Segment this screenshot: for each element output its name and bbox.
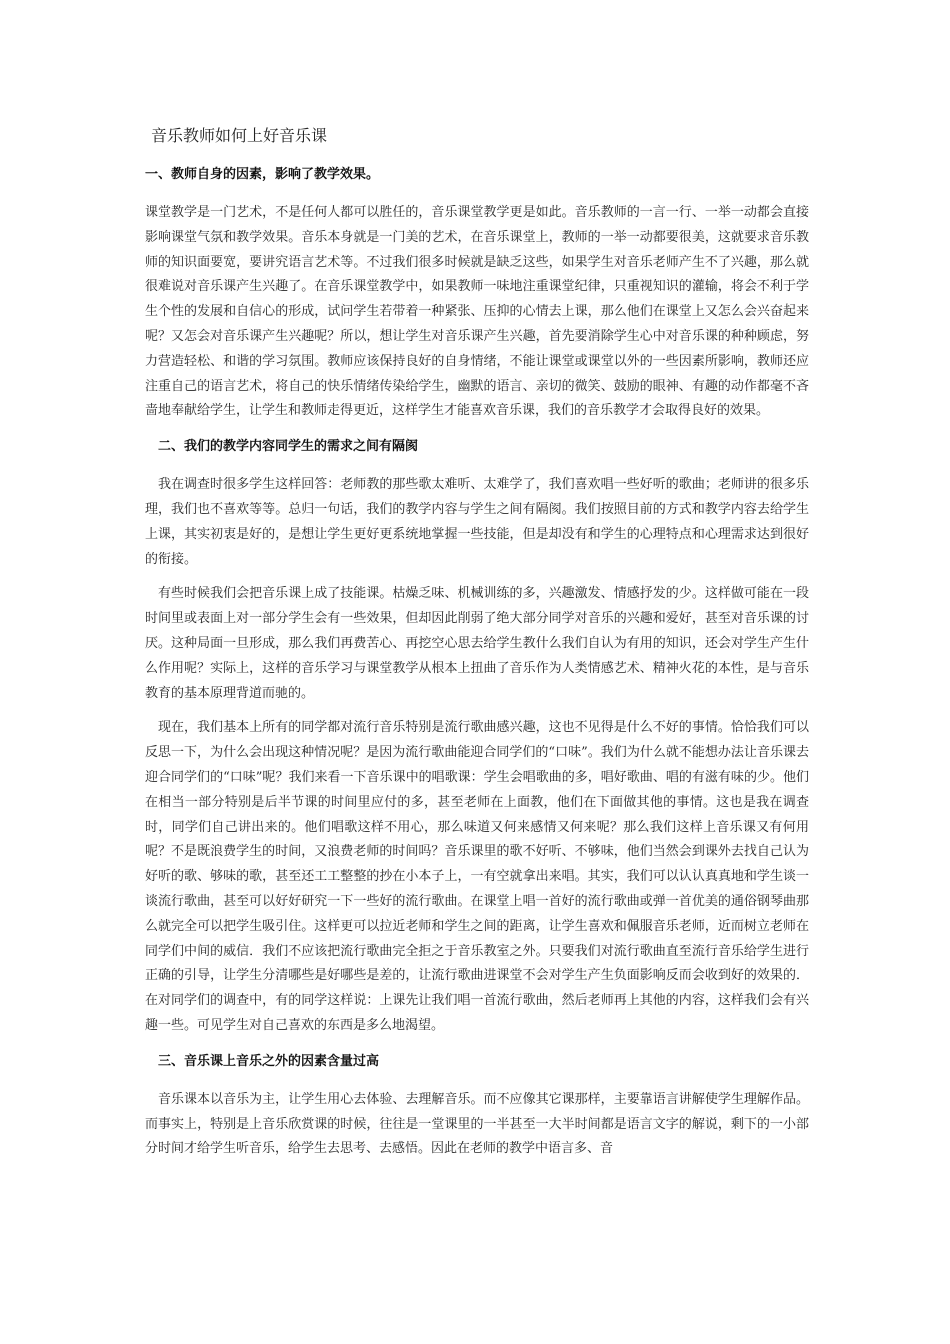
section-2-paragraph-2: 有些时候我们会把音乐课上成了技能课。枯燥乏味、机械训练的多，兴趣激发、情感抒发的少。这样做可能在一段时间里或表面上对一部分学生会有一些效果，但却因此削弱了绝大部分同学对音乐的兴趣和爱好，甚至对音乐课的讨厌。这种局面一旦形成，那么我们再费苦心、再挖空心思去给学生教什么我们自认为有用的知识，还会对学生产生什么作用呢？实际上，这样的音乐学习与课堂教学从根本上扭曲了音乐作为人类情感艺术、精神火花的本性，是与音乐教育的基本原理背道而驰的。 xyxy=(145,586,809,701)
section-2-heading: 二、我们的教学内容同学生的需求之间有隔阂 xyxy=(158,439,419,455)
section-1-heading: 一、教师自身的因素，影响了教学效果。 xyxy=(145,167,380,182)
document-page xyxy=(145,124,809,1162)
section-3-heading: 三、音乐课上音乐之外的因素含量过高 xyxy=(158,1053,380,1069)
section-2-paragraph-1: 我在调查时很多学生这样回答：老师教的那些歌太难听、太难学了，我们喜欢唱一些好听的歌曲；老师讲的很多乐理，我们也不喜欢等等。总归一句话，我们的教学内容与学生之间有隔阂。我们按照目前的方式和教学内容去给学生上课，其实初衷是好的，是想让学生更好更系统地掌握一些技能，但是却没有和学生的心理特点和心理需求达到很好的衔接。 xyxy=(145,477,809,567)
section-1-paragraph-1: 课堂教学是一门艺术，不是任何人都可以胜任的，音乐课堂教学更是如此。音乐教师的一言一行、一举一动都会直接影响课堂气氛和教学效果。音乐本身就是一门美的艺术，在音乐课堂上，教师的一举一动都要很美，这就要求音乐教师的知识面要宽，要讲究语言艺术等。不过我们很多时候就是缺乏这些，如果学生对音乐老师产生不了兴趣，那么就很难说对音乐课产生兴趣了。在音乐课堂教学中，如果教师一味地注重课堂纪律，只重视知识的灌输，将会不利于学生个性的发展和自信心的形成，试问学生若带着一种紧张、压抑的心情去上课，那么他们在课堂上又怎么会兴奋起来呢？又怎会对音乐课产生兴趣呢？所以，想让学生对音乐课产生兴趣，首先要消除学生心中对音乐课的种种顾虑，努力营造轻松、和谐的学习氛围。教师应该保持良好的自身情绪，不能让课堂或课堂以外的一些因素所影响，教师还应注重自己的语言艺术，将自己的快乐情绪传染给学生，幽默的语言、亲切的微笑、鼓励的眼神、有趣的动作都毫不吝啬地奉献给学生，让学生和教师走得更近，这样学生才能喜欢音乐课，我们的音乐教学才会取得良好的效果。 xyxy=(145,205,809,419)
section-3-paragraph-1: 音乐课本以音乐为主，让学生用心去体验、去理解音乐。而不应像其它课那样，主要靠语言讲解使学生理解作品。而事实上，特别是上音乐欣赏课的时候，往往是一堂课里的一半甚至一大半时间都是语言文字的解说，剩下的一小部分时间才给学生听音乐，给学生去思考、去感悟。因此在老师的教学中语言多、音 xyxy=(145,1091,809,1157)
section-2-paragraph-3: 现在，我们基本上所有的同学都对流行音乐特别是流行歌曲感兴趣，这也不见得是什么不好的事情。恰恰我们可以反思一下，为什么会出现这种情况呢？是因为流行歌曲能迎合同学们的“口味”。我们为什么就不能想办法让音乐课去迎合同学们的“口味”呢？我们来看一下音乐课中的唱歌课：学生会唱歌曲的多，唱好歌曲、唱的有滋有味的少。他们在相当一部分特别是后半节课的时间里应付的多，甚至老师在上面教，他们在下面做其他的事情。这也是我在调查时，同学们自己讲出来的。他们唱歌这样不用心，那么味道又何来感情又何来呢？那么我们这样上音乐课又有何用呢？不是既浪费学生的时间，又浪费老师的时间吗？音乐课里的歌不好听、不够味，他们当然会到课外去找自己认为好听的歌、够味的歌，甚至还工工整整的抄在小本子上，一有空就拿出来唱。其实，我们可以认认真真地和学生谈一谈流行歌曲，甚至可以好好研究一下一些好的流行歌曲。在课堂上唱一首好的流行歌曲或弹一首优美的通俗钢琴曲那么就完全可以把学生吸引住。这样更可以拉近老师和学生之间的距离，让学生喜欢和佩服音乐老师，近而树立老师在同学们中间的威信．我们不应该把流行歌曲完全拒之于音乐教室之外。只要我们对流行歌曲直至流行音乐给学生进行正确的引导，让学生分清哪些是好哪些是差的，让流行歌曲进课堂不会对学生产生负面影响反而会收到好的效果的．在对同学们的调查中，有的同学这样说：上课先让我们唱一首流行歌曲，然后老师再上其他的内容，这样我们会有兴趣一些。可见学生对自己喜欢的东西是多么地渴望。 xyxy=(145,720,809,1033)
document-title: 音乐教师如何上好音乐课 xyxy=(151,126,328,145)
